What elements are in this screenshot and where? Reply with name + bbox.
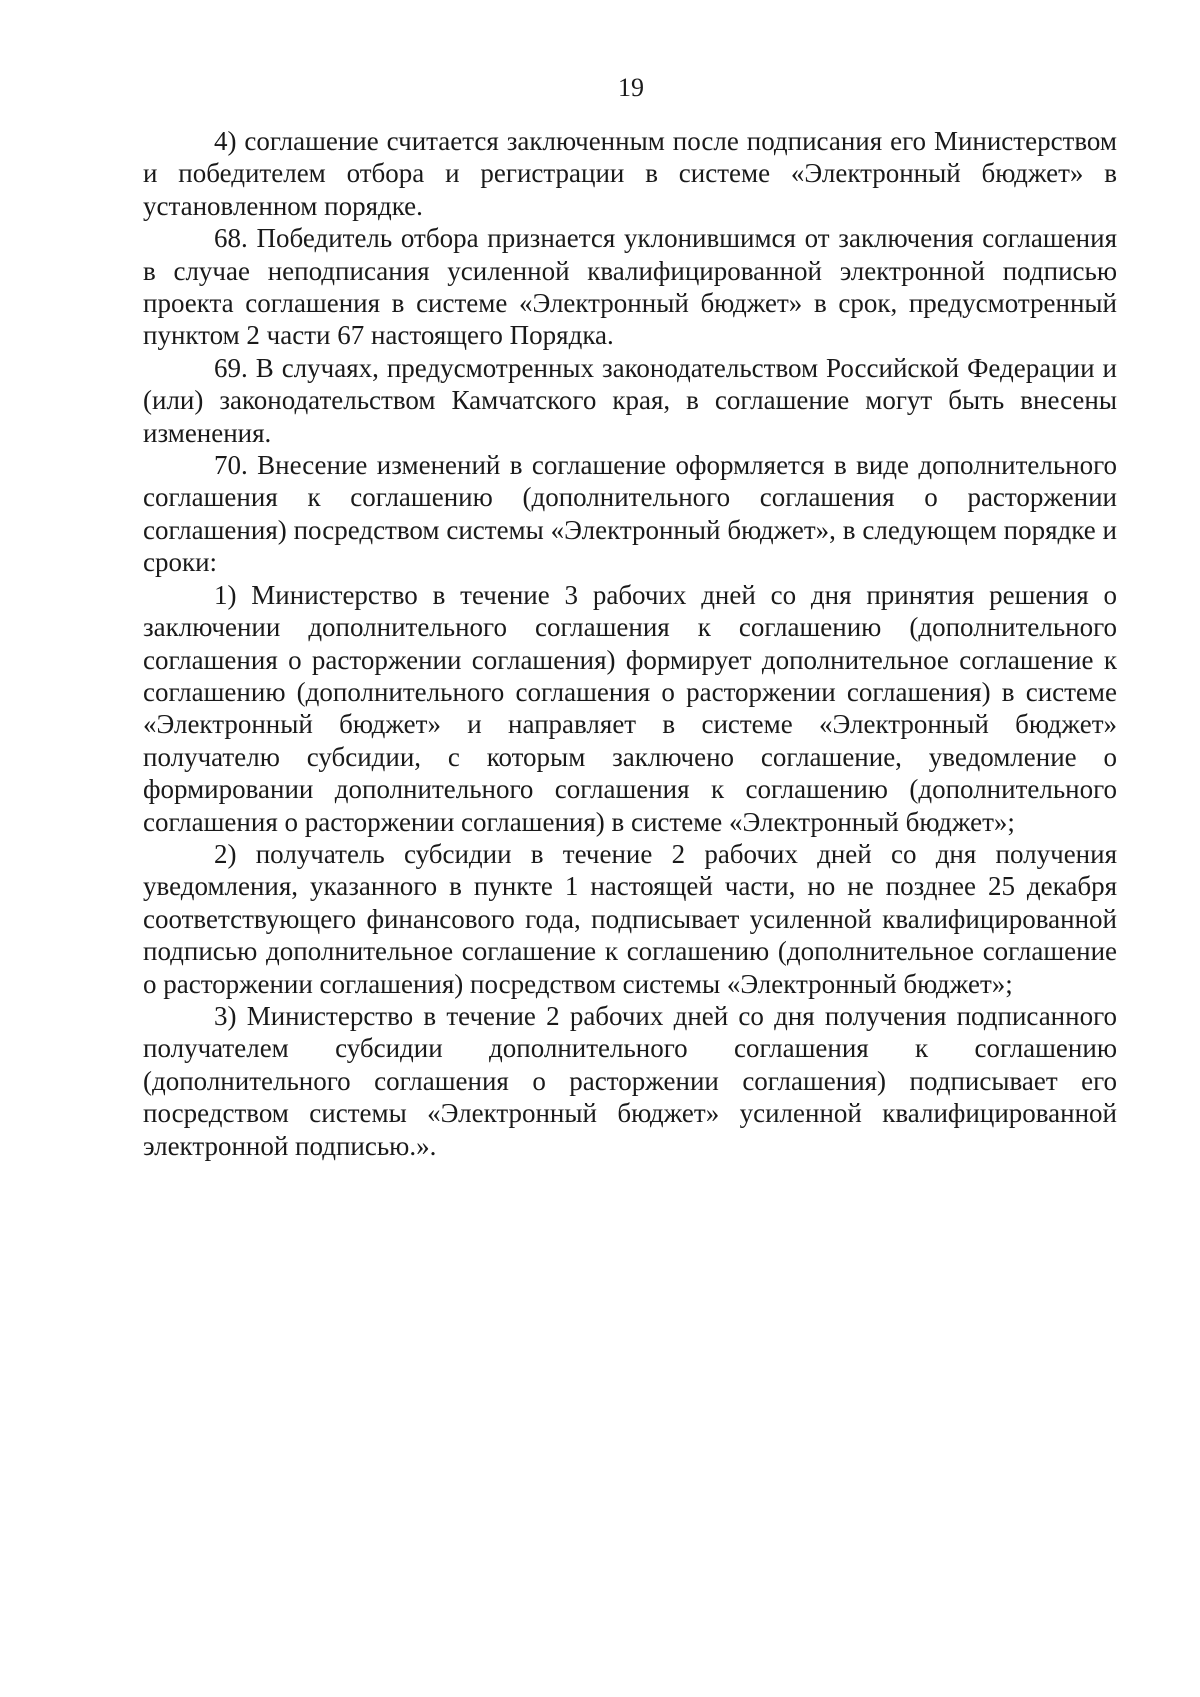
paragraph-item-4: 4) соглашение считается заключенным после подписания его Министерством и победителем отбора и регистрации в системе «Электронный бюджет» в установленном порядке.: [143, 126, 1117, 221]
paragraph-69: 69. В случаях, предусмотренных законодательством Российской Федерации и (или) законодательством Камчатского края, в соглашение могут быть внесены изменения.: [143, 352, 1117, 448]
paragraph-70-item-3: 3) Министерство в течение 2 рабочих дней со дня получения подписанного получателем субсидии дополнительного соглашения к соглашению (дополнительного соглашения о расторжении соглашения) подписывает его посредством системы «Электронный бюджет» усиленной квалифицированной электронной подписью.».: [143, 1000, 1117, 1161]
page-number: 19: [618, 73, 644, 102]
paragraph-68: 68. Победитель отбора признается уклонившимся от заключения соглашения в случае неподписания усиленной квалифицированной электронной подписью проекта соглашения в системе «Электронный бюджет» в срок, предусмотренный пунктом 2 части 67 настоящего Порядка.: [143, 223, 1117, 351]
document-body: [143, 125, 1117, 1162]
paragraph-70-item-2: 2) получатель субсидии в течение 2 рабочих дней со дня получения уведомления, указанного в пункте 1 настоящей части, но не позднее 25 декабря соответствующего финансового года, подписывает усиленной квалифицированной подписью дополнительное соглашение к соглашению (дополнительное соглашение о расторжении соглашения) посредством системы «Электронный бюджет»;: [143, 838, 1117, 999]
paragraph-70-item-1: 1) Министерство в течение 3 рабочих дней со дня принятия решения о заключении дополнительного соглашения к соглашению (дополнительного соглашения о расторжении соглашения) формирует дополнительное соглашение к соглашению (дополнительного соглашения о расторжении соглашения) в системе «Электронный бюджет» и направляет в системе «Электронный бюджет» получателю субсидии, с которым заключено соглашение, уведомление о формировании дополнительного соглашения к соглашению (дополнительного соглашения о расторжении соглашения) в системе «Электронный бюджет»;: [143, 579, 1117, 837]
paragraph-70: 70. Внесение изменений в соглашение оформляется в виде дополнительного соглашения к соглашению (дополнительного соглашения о расторжении соглашения) посредством системы «Электронный бюджет», в следующем порядке и сроки:: [143, 450, 1117, 578]
